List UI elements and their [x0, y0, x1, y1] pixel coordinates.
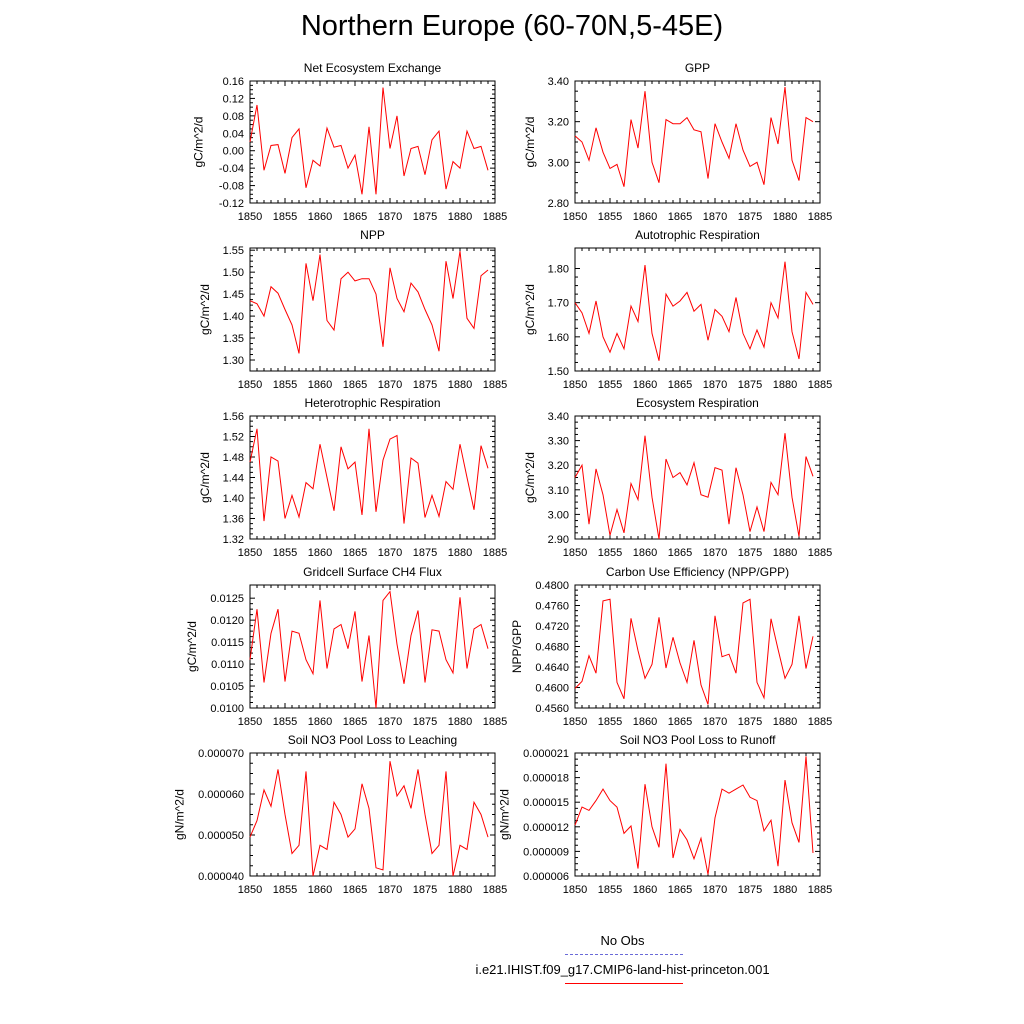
y-tick-label: 0.000040 — [198, 871, 244, 883]
x-tick-label: 1860 — [307, 884, 333, 896]
legend-model-line — [565, 983, 683, 984]
x-tick-label: 1850 — [562, 884, 588, 896]
x-tick-label: 1880 — [447, 379, 473, 391]
x-tick-label: 1850 — [562, 716, 588, 728]
y-tick-label: 0.000050 — [198, 830, 244, 842]
plot-frame — [575, 248, 820, 371]
x-tick-label: 1860 — [632, 211, 658, 223]
x-tick-label: 1870 — [377, 211, 403, 223]
y-axis-label: gC/m^2/d — [197, 452, 212, 503]
figure-title: Northern Europe (60-70N,5-45E) — [300, 10, 724, 42]
x-tick-label: 1870 — [377, 884, 403, 896]
x-tick-label: 1855 — [597, 547, 623, 559]
y-tick-label: 3.00 — [547, 509, 569, 522]
y-axis-label: gN/m^2/d — [172, 789, 187, 840]
y-tick-label: 3.30 — [547, 435, 569, 448]
x-tick-label: 1855 — [272, 716, 298, 728]
panel-6 — [523, 396, 832, 559]
y-tick-label: 1.36 — [222, 513, 244, 526]
x-tick-label: 1885 — [807, 716, 833, 728]
x-tick-label: 1880 — [772, 716, 798, 728]
x-tick-label: 1880 — [447, 211, 473, 223]
y-tick-label: 2.90 — [547, 534, 569, 546]
panel-title: Ecosystem Respiration — [636, 396, 759, 410]
x-tick-label: 1875 — [412, 379, 438, 391]
y-tick-label: -0.04 — [218, 163, 244, 176]
x-tick-label: 1885 — [482, 379, 508, 391]
y-tick-label: 0.4800 — [535, 580, 569, 592]
x-tick-label: 1865 — [667, 211, 693, 223]
y-axis-label: gC/m^2/d — [522, 452, 537, 503]
y-tick-label: 0.000070 — [198, 748, 244, 760]
plot-frame — [250, 585, 495, 708]
x-tick-label: 1850 — [237, 211, 263, 223]
y-tick-label: 1.50 — [222, 267, 244, 280]
x-tick-label: 1865 — [667, 884, 693, 896]
x-tick-label: 1860 — [307, 547, 333, 559]
x-tick-label: 1855 — [272, 379, 298, 391]
x-tick-label: 1885 — [807, 211, 833, 223]
y-tick-label: 0.000021 — [523, 748, 569, 760]
y-tick-label: 1.30 — [222, 355, 244, 368]
series-line — [575, 756, 813, 874]
series-line — [250, 251, 488, 353]
y-tick-label: 3.20 — [547, 460, 569, 473]
x-tick-label: 1885 — [807, 884, 833, 896]
y-tick-label: 3.40 — [547, 76, 569, 88]
x-tick-label: 1865 — [342, 379, 368, 391]
x-tick-label: 1880 — [772, 379, 798, 391]
plot-frame — [250, 753, 495, 876]
x-tick-label: 1850 — [237, 379, 263, 391]
panel-8 — [510, 565, 832, 728]
y-tick-label: 0.12 — [222, 93, 244, 106]
x-tick-label: 1880 — [447, 716, 473, 728]
x-tick-label: 1875 — [737, 716, 763, 728]
series-line — [250, 88, 488, 195]
x-tick-label: 1855 — [597, 379, 623, 391]
panel-9 — [173, 733, 508, 896]
x-tick-label: 1875 — [737, 379, 763, 391]
plot-frame — [250, 81, 495, 203]
x-tick-label: 1860 — [632, 379, 658, 391]
x-tick-label: 1875 — [737, 547, 763, 559]
y-tick-label: -0.08 — [218, 180, 244, 193]
y-tick-label: 1.60 — [547, 331, 569, 344]
y-tick-label: 0.16 — [222, 76, 244, 88]
panel-title: Autotrophic Respiration — [635, 228, 760, 242]
y-tick-label: 3.00 — [547, 157, 569, 170]
y-axis-label: gC/m^2/d — [197, 284, 212, 335]
y-tick-label: 0.4560 — [535, 703, 569, 715]
x-tick-label: 1855 — [597, 716, 623, 728]
x-tick-label: 1850 — [562, 379, 588, 391]
x-tick-label: 1855 — [272, 211, 298, 223]
y-tick-label: 0.4640 — [535, 662, 569, 674]
x-tick-label: 1880 — [447, 547, 473, 559]
x-tick-label: 1875 — [412, 211, 438, 223]
x-tick-label: 1885 — [482, 716, 508, 728]
y-tick-label: 1.44 — [222, 472, 244, 485]
y-tick-label: 3.20 — [547, 116, 569, 129]
x-tick-label: 1850 — [562, 211, 588, 223]
plot-frame — [575, 585, 820, 708]
x-tick-label: 1870 — [702, 716, 728, 728]
x-tick-label: 1880 — [772, 884, 798, 896]
x-tick-label: 1865 — [342, 547, 368, 559]
x-tick-label: 1865 — [667, 716, 693, 728]
x-tick-label: 1865 — [667, 547, 693, 559]
x-tick-label: 1855 — [272, 547, 298, 559]
y-tick-label: 1.56 — [222, 411, 244, 423]
panel-4 — [523, 228, 832, 391]
x-tick-label: 1870 — [377, 716, 403, 728]
y-axis-label: gN/m^2/d — [497, 789, 512, 840]
series-line — [575, 262, 813, 361]
plot-frame — [250, 248, 495, 371]
x-tick-label: 1860 — [307, 716, 333, 728]
y-tick-label: 1.70 — [547, 297, 569, 310]
y-axis-label: gC/m^2/d — [191, 116, 206, 168]
x-tick-label: 1885 — [807, 379, 833, 391]
y-tick-label: 1.48 — [222, 452, 244, 464]
y-tick-label: 0.000060 — [198, 789, 244, 801]
legend-model-label: i.e21.IHIST.f09_g17.CMIP6-land-hist-princeton.001 — [475, 962, 770, 977]
y-tick-label: 0.000015 — [523, 797, 569, 810]
panel-title: Soil NO3 Pool Loss to Leaching — [287, 733, 458, 747]
x-tick-label: 1850 — [237, 716, 263, 728]
panel-3 — [198, 228, 507, 391]
y-tick-label: 3.10 — [547, 484, 569, 497]
y-tick-label: 0.04 — [222, 128, 244, 141]
x-tick-label: 1855 — [272, 884, 298, 896]
y-tick-label: 0.08 — [222, 110, 244, 123]
panel-title: GPP — [684, 61, 711, 75]
y-tick-label: 0.4600 — [535, 682, 569, 695]
y-tick-label: 0.4760 — [535, 600, 569, 613]
x-tick-label: 1875 — [412, 884, 438, 896]
x-tick-label: 1880 — [772, 547, 798, 559]
x-tick-label: 1875 — [412, 716, 438, 728]
x-tick-label: 1870 — [377, 547, 403, 559]
panel-title: Soil NO3 Pool Loss to Runoff — [619, 733, 776, 747]
panel-title: Gridcell Surface CH4 Flux — [303, 565, 442, 579]
y-axis-label: gC/m^2/d — [185, 621, 200, 672]
y-tick-label: 0.0120 — [210, 615, 244, 628]
panel-1 — [192, 61, 508, 223]
x-tick-label: 1865 — [342, 211, 368, 223]
y-tick-label: 1.40 — [222, 493, 244, 505]
y-tick-label: 1.52 — [222, 431, 244, 444]
y-tick-label: 0.0100 — [210, 703, 244, 715]
panel-7 — [185, 565, 507, 728]
y-tick-label: 0.000012 — [523, 821, 569, 834]
x-tick-label: 1865 — [667, 379, 693, 391]
y-tick-label: 0.0125 — [210, 593, 244, 606]
panel-2 — [523, 61, 832, 223]
x-tick-label: 1870 — [702, 547, 728, 559]
panel-title: Net Ecosystem Exchange — [303, 61, 442, 75]
x-tick-label: 1885 — [482, 211, 508, 223]
y-axis-label: gC/m^2/d — [522, 284, 537, 335]
plot-frame — [575, 753, 820, 876]
x-tick-label: 1875 — [737, 884, 763, 896]
y-tick-label: 1.40 — [222, 311, 244, 324]
legend-obs-label: No Obs — [600, 933, 645, 948]
x-tick-label: 1885 — [482, 547, 508, 559]
y-tick-label: 0.00 — [222, 145, 244, 158]
y-tick-label: 2.80 — [547, 198, 569, 210]
y-tick-label: 0.000009 — [523, 846, 569, 859]
x-tick-label: 1860 — [632, 884, 658, 896]
x-tick-label: 1880 — [772, 211, 798, 223]
y-tick-label: 1.80 — [547, 263, 569, 276]
x-tick-label: 1870 — [702, 379, 728, 391]
panel-title: Carbon Use Efficiency (NPP/GPP) — [605, 565, 790, 579]
y-tick-label: 0.0110 — [211, 659, 244, 672]
x-tick-label: 1860 — [632, 716, 658, 728]
y-tick-label: 0.4720 — [535, 621, 569, 633]
series-line — [250, 592, 488, 708]
x-tick-label: 1850 — [237, 547, 263, 559]
panel-10 — [498, 733, 833, 896]
y-tick-label: 1.35 — [222, 333, 244, 346]
y-tick-label: 0.0105 — [210, 681, 244, 694]
x-tick-label: 1865 — [342, 716, 368, 728]
x-tick-label: 1850 — [562, 547, 588, 559]
x-tick-label: 1860 — [307, 211, 333, 223]
y-tick-label: 1.55 — [222, 245, 244, 258]
x-tick-label: 1855 — [597, 884, 623, 896]
y-tick-label: 1.32 — [222, 534, 244, 546]
x-tick-label: 1860 — [307, 379, 333, 391]
series-line — [250, 429, 488, 524]
x-tick-label: 1860 — [632, 547, 658, 559]
panel-title: Heterotrophic Respiration — [304, 396, 441, 410]
plot-frame — [250, 416, 495, 539]
x-tick-label: 1870 — [377, 379, 403, 391]
series-line — [250, 761, 488, 876]
panel-5 — [198, 396, 507, 559]
y-tick-label: 0.0115 — [211, 637, 244, 650]
y-tick-label: 0.4680 — [535, 641, 569, 654]
series-line — [575, 87, 813, 187]
x-tick-label: 1875 — [737, 211, 763, 223]
y-tick-label: 0.000018 — [523, 772, 569, 785]
x-tick-label: 1875 — [412, 547, 438, 559]
y-tick-label: 1.50 — [547, 366, 569, 378]
y-tick-label: -0.12 — [218, 198, 244, 210]
x-tick-label: 1880 — [447, 884, 473, 896]
y-tick-label: 3.40 — [547, 411, 569, 423]
y-axis-label: NPP/GPP — [510, 619, 525, 674]
x-tick-label: 1870 — [702, 211, 728, 223]
x-tick-label: 1870 — [702, 884, 728, 896]
series-line — [575, 599, 813, 704]
y-tick-label: 0.000006 — [523, 871, 569, 883]
series-line — [575, 433, 813, 539]
x-tick-label: 1885 — [807, 547, 833, 559]
x-tick-label: 1850 — [237, 884, 263, 896]
y-axis-label: gC/m^2/d — [522, 116, 537, 168]
x-tick-label: 1855 — [597, 211, 623, 223]
panel-title: NPP — [360, 228, 385, 242]
y-tick-label: 1.45 — [222, 289, 244, 302]
legend-obs-line — [565, 954, 683, 955]
x-tick-label: 1865 — [342, 884, 368, 896]
x-tick-label: 1885 — [482, 884, 508, 896]
